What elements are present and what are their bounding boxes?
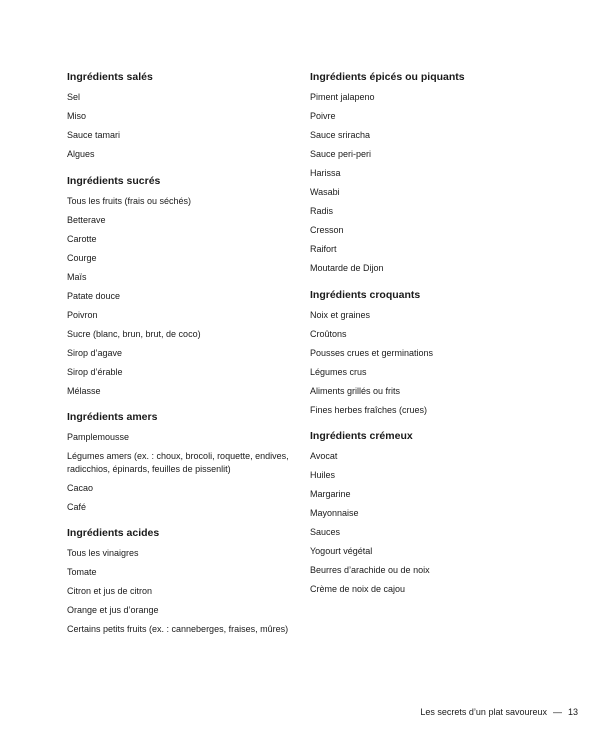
list-item: Cacao xyxy=(67,482,94,493)
section-creamy xyxy=(310,429,550,596)
list-item: Noix et graines xyxy=(310,309,371,320)
list-item: Poivron xyxy=(67,309,98,320)
list-item: Yogourt végétal xyxy=(310,546,373,556)
list-item: Sucre (blanc, brun, brut, de coco) xyxy=(67,328,201,339)
list-item: Légumes crus xyxy=(310,366,367,377)
section-sweet xyxy=(67,174,292,398)
page-number: 13 xyxy=(567,707,578,717)
list-item: Courge xyxy=(67,252,97,263)
list-item: Piment jalapeno xyxy=(310,92,375,102)
list-item: Orange et jus d’orange xyxy=(67,605,159,615)
list-item: Carotte xyxy=(67,233,97,244)
list-item: Huiles xyxy=(310,470,336,480)
list-item: Beurres d’arachide ou de noix xyxy=(310,565,430,575)
list-item: Pousses crues et germinations xyxy=(310,347,434,358)
list-item: Tomate xyxy=(67,567,97,577)
list-item: Tous les vinaigres xyxy=(67,548,139,558)
list-item: Pamplemousse xyxy=(67,432,130,442)
list-item: Raifort xyxy=(310,244,337,254)
list-item: Café xyxy=(67,501,87,512)
page-footer xyxy=(420,706,578,718)
section-title: Ingrédients sucrés xyxy=(67,174,161,187)
list-item: Algues xyxy=(67,149,95,159)
list-item: Harissa xyxy=(310,168,341,178)
list-item: Sauce tamari xyxy=(67,130,121,140)
list-item: Miso xyxy=(67,111,87,121)
list-item: Sel xyxy=(67,92,81,102)
section-bitter xyxy=(67,410,292,513)
list-item: Maïs xyxy=(67,271,87,282)
list-item: Wasabi xyxy=(310,187,340,197)
footer-title: Les secrets d’un plat savoureux xyxy=(420,707,547,717)
section-title: Ingrédients salés xyxy=(67,71,153,83)
section-salty xyxy=(67,70,292,161)
list-item: Poivre xyxy=(310,111,336,121)
section-acidic xyxy=(67,526,292,636)
list-item: Sirop d’agave xyxy=(67,347,123,358)
section-title: Ingrédients crémeux xyxy=(310,430,413,442)
list-item: Sirop d’érable xyxy=(67,366,123,377)
list-item: Moutarde de Dijon xyxy=(310,263,384,273)
list-item: Sauce peri-peri xyxy=(310,149,372,159)
list-item: Citron et jus de citron xyxy=(67,586,153,596)
list-item: Tous les fruits (frais ou séchés) xyxy=(67,195,192,206)
section-title: Ingrédients épicés ou piquants xyxy=(310,71,465,83)
section-title: Ingrédients acides xyxy=(67,527,160,539)
footer-separator: — xyxy=(552,707,562,717)
section-spicy xyxy=(310,70,550,275)
list-item: Mayonnaise xyxy=(310,508,359,518)
list-item: Certains petits fruits (ex. : canneberges, fraises, mûres) xyxy=(67,624,289,634)
list-item: Légumes amers (ex. : choux, brocoli, roquette, endives, radicchios, épinards, feuilles de pissenlit) xyxy=(67,451,289,474)
list-item: Cresson xyxy=(310,225,344,235)
list-item: Betterave xyxy=(67,214,106,225)
left-column xyxy=(67,70,292,649)
list-item: Avocat xyxy=(310,451,338,461)
list-item: Radis xyxy=(310,206,334,216)
right-column xyxy=(310,70,550,609)
list-item: Margarine xyxy=(310,489,351,499)
section-title: Ingrédients amers xyxy=(67,411,158,423)
list-item: Croûtons xyxy=(310,328,347,339)
list-item: Crème de noix de cajou xyxy=(310,584,406,594)
list-item: Sauce sriracha xyxy=(310,130,371,140)
section-crunchy xyxy=(310,288,550,417)
list-item: Patate douce xyxy=(67,290,121,301)
list-item: Fines herbes fraîches (crues) xyxy=(310,404,428,415)
list-item: Sauces xyxy=(310,527,341,537)
section-title: Ingrédients croquants xyxy=(310,288,421,301)
list-item: Mélasse xyxy=(67,385,101,396)
list-item: Aliments grillés ou frits xyxy=(310,385,401,396)
